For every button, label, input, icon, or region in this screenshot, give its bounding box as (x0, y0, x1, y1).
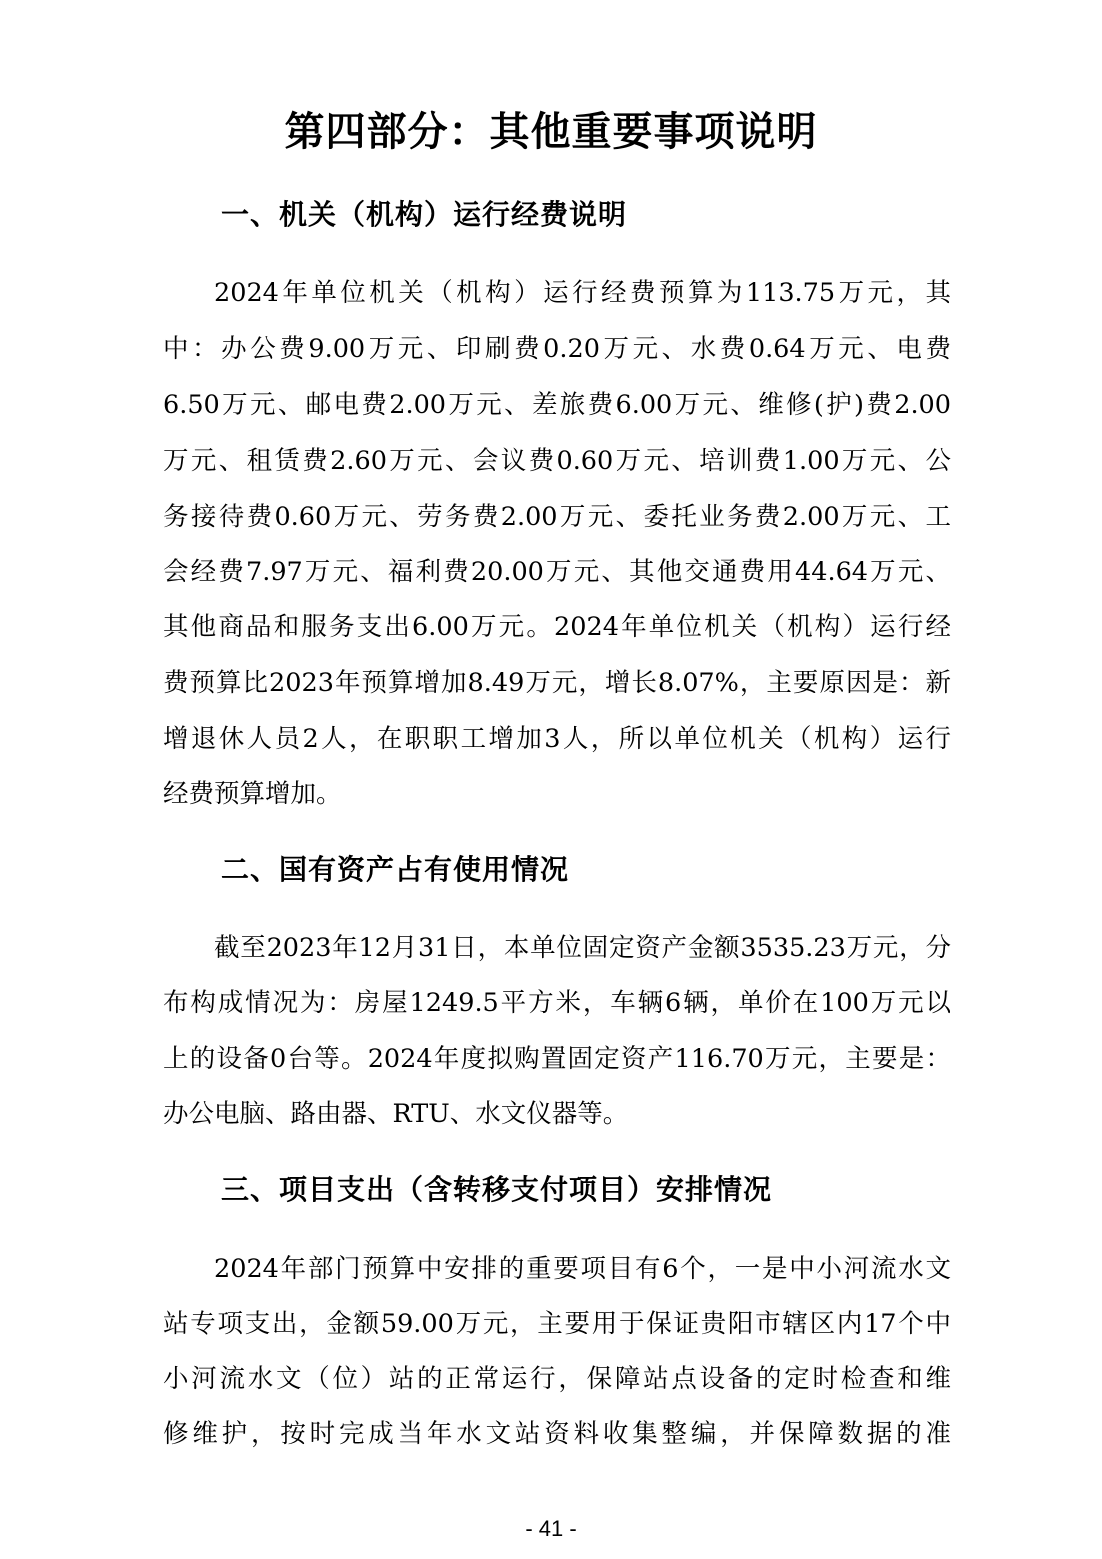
paragraph-line: 站专项支出，金额59.00万元，主要用于保证贵阳市辖区内17个中 (163, 1309, 951, 1339)
paragraph-line: 其他商品和服务支出6.00万元。2024年单位机关（机构）运行经 (163, 612, 951, 642)
paragraph-line: 6.50万元、邮电费2.00万元、差旅费6.00万元、维修(护)费2.00 (163, 390, 951, 420)
paragraph-line: 2024年部门预算中安排的重要项目有6个，一是中小河流水文 (214, 1254, 951, 1284)
paragraph-line: 经费预算增加。 (163, 779, 342, 809)
paragraph-line: 中：办公费9.00万元、印刷费0.20万元、水费0.64万元、电费 (163, 334, 951, 364)
paragraph-line: 布构成情况为：房屋1249.5平方米，车辆6辆，单价在100万元以 (163, 988, 951, 1018)
paragraph-line: 务接待费0.60万元、劳务费2.00万元、委托业务费2.00万元、工 (163, 502, 951, 532)
page-title: 第四部分：其他重要事项说明 (284, 109, 818, 155)
section-heading-1: 一、机关（机构）运行经费说明 (221, 198, 628, 231)
paragraph-line: 万元、租赁费2.60万元、会议费0.60万元、培训费1.00万元、公 (163, 446, 951, 476)
page-number: - 41 - (525, 1516, 577, 1541)
paragraph-line: 截至2023年12月31日，本单位固定资产金额3535.23万元，分 (214, 933, 951, 963)
section-heading-2: 二、国有资产占有使用情况 (221, 853, 570, 886)
paragraph-line: 办公电脑、路由器、RTU、水文仪器等。 (163, 1099, 629, 1129)
paragraph-line: 修维护，按时完成当年水文站资料收集整编，并保障数据的准 (163, 1419, 951, 1449)
paragraph-line: 增退休人员2人，在职职工增加3人，所以单位机关（机构）运行 (163, 724, 951, 754)
paragraph-line: 小河流水文（位）站的正常运行，保障站点设备的定时检查和维 (163, 1364, 951, 1394)
section-heading-3: 三、项目支出（含转移支付项目）安排情况 (221, 1173, 773, 1206)
paragraph-line: 2024年单位机关（机构）运行经费预算为113.75万元，其 (214, 278, 951, 308)
paragraph-line: 费预算比2023年预算增加8.49万元，增长8.07%，主要原因是：新 (163, 668, 951, 698)
paragraph-line: 会经费7.97万元、福利费20.00万元、其他交通费用44.64万元、 (163, 557, 951, 587)
paragraph-line: 上的设备0台等。2024年度拟购置固定资产116.70万元，主要是： (163, 1044, 951, 1074)
